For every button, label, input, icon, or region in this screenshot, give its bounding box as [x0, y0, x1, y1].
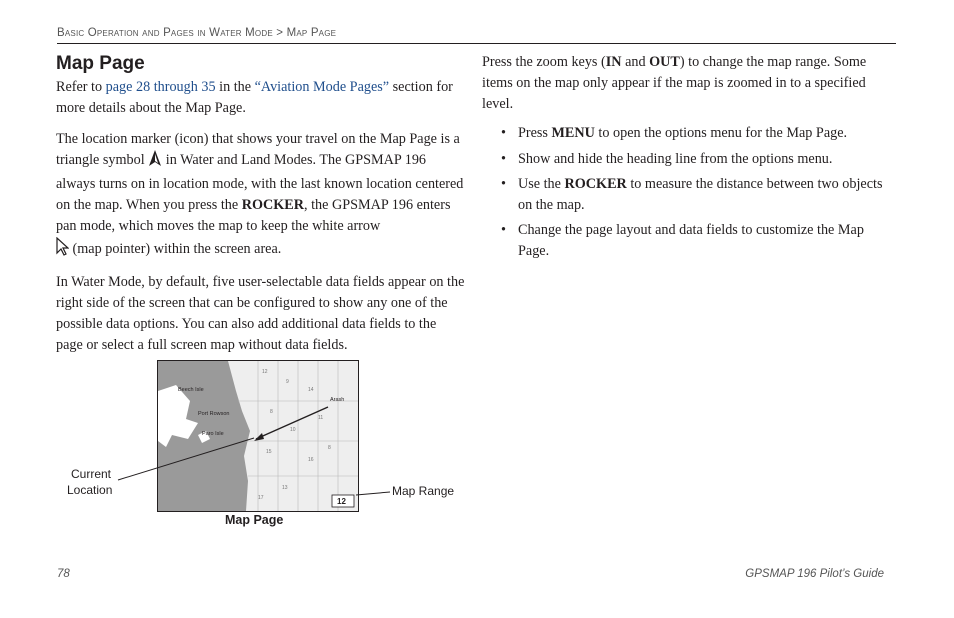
figure-caption: Map Page [225, 513, 284, 527]
marker-text-b: in Water and Land Modes. The GPSMAP 196 always turns on in location mode, with the last known location centered on the map. When you press the [56, 152, 464, 213]
svg-text:13: 13 [282, 485, 288, 491]
list-item-text: Press [518, 125, 552, 142]
marker-text-c: , the GPSMAP 196 enters pan mode, which moves the map to keep the white arrow [56, 196, 451, 234]
breadcrumb: Basic Operation and Pages in Water Mode > Map Page [57, 27, 337, 39]
rocker-key-label: ROCKER [241, 196, 304, 213]
zoom-text-c: ) to change the map range. Some items on the map only appear if the map is zoomed in to a specified level. [482, 54, 867, 112]
bullet: • [501, 125, 506, 142]
page-number: 78 [57, 568, 70, 580]
callout-label: Current [71, 467, 112, 481]
menu-key-label: MENU [551, 125, 595, 142]
list-item-text: Use the [518, 175, 565, 192]
page-range-link[interactable]: page 28 through 35 [105, 79, 216, 95]
current-location-callout [67, 466, 113, 498]
svg-text:17: 17 [258, 495, 264, 501]
svg-text:15: 15 [266, 449, 272, 455]
intro-text-mid: in the [215, 79, 255, 95]
zoom-text-b: and [621, 54, 650, 70]
svg-text:11: 11 [318, 415, 324, 421]
marker-text-a: The location marker (icon) that shows your travel on the Map Page is a triangle symbol [56, 130, 460, 169]
svg-text:8: 8 [270, 409, 273, 415]
page-title: Map Page [56, 53, 145, 74]
out-key-label: OUT [649, 54, 680, 70]
bullet: • [501, 175, 506, 192]
list-item-text: Change the page layout and data fields to customize the Map Page. [518, 222, 864, 259]
list-item-text-end: to open the options menu for the Map Page. [594, 125, 848, 142]
intro-text: Refer to [56, 79, 106, 95]
rocker-key-label: ROCKER [564, 175, 627, 192]
svg-text:9: 9 [286, 379, 289, 385]
svg-text:12: 12 [262, 369, 268, 375]
map-label: Beech Isle [178, 387, 204, 393]
marker-text-d: (map pointer) within the screen area. [69, 240, 282, 257]
zoom-text-a: Press the zoom keys ( [482, 54, 606, 70]
data-fields-paragraph: In Water Mode, by default, five user-selectable data fields appear on the right side of the screen that can be configured to show any one of the possible data options. You can also add additional data fields to the page or select a full screen map without data fields. [56, 274, 465, 353]
map-label: Port Rowson [198, 411, 230, 417]
map-label: Paro Isle [202, 431, 224, 437]
intro-text-end: section for more details about the Map Page. [56, 79, 453, 116]
bullet: • [501, 222, 506, 239]
map-range-callout: Map Range [392, 484, 455, 498]
svg-text:8: 8 [328, 445, 331, 451]
aviation-mode-pages-link[interactable]: “Aviation Mode Pages” [254, 79, 390, 95]
in-key-label: IN [605, 54, 622, 70]
map-range-value: 12 [337, 497, 346, 506]
list-item-text: Show and hide the heading line from the options menu. [518, 150, 833, 167]
svg-text:10: 10 [290, 427, 296, 433]
map-label: Arash [330, 397, 345, 403]
list-item-text-end: to measure the distance between two objects on the map. [518, 175, 883, 213]
bullet: • [501, 150, 506, 167]
svg-text:16: 16 [308, 457, 314, 463]
svg-text:14: 14 [308, 387, 314, 393]
callout-label: Location [67, 483, 113, 497]
guide-title: GPSMAP 196 Pilot’s Guide [745, 568, 884, 580]
